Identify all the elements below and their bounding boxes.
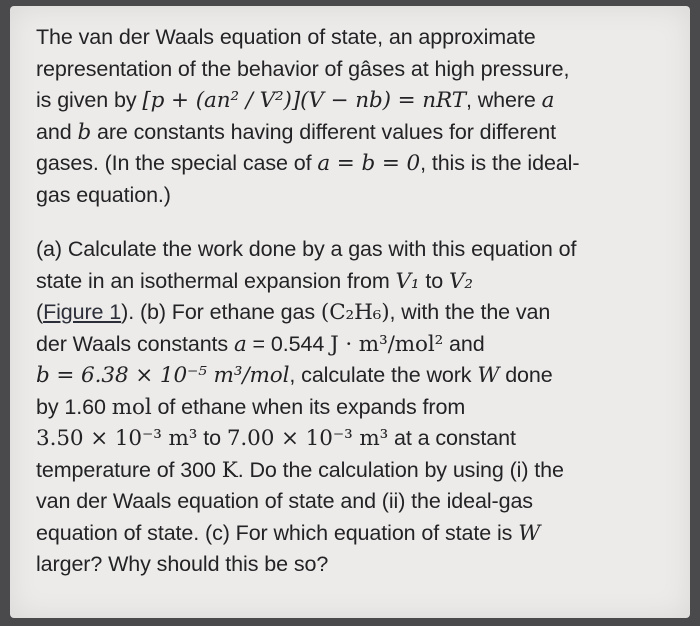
ethane-formula: (C₂H₆) <box>320 300 390 325</box>
question-line-11: larger? Why should this be so? <box>36 552 329 576</box>
question-line-5: b = 6.38 × 10⁻⁵ m³/mol, calculate the work W done <box>36 363 553 388</box>
question-line-7: 3.50 × 10⁻³ m³ to 7.00 × 10⁻³ m³ at a constant <box>36 426 516 451</box>
question-line-3: (Figure 1). (b) For ethane gas (C₂H₆), with the the van <box>36 300 551 325</box>
figure-1-link[interactable]: Figure 1 <box>43 300 122 324</box>
question-line-4: der Waals constants a = 0.544 J · m³/mol² and <box>36 331 485 357</box>
initial-volume: 3.50 × 10⁻³ m³ <box>36 426 198 451</box>
question-line-2: state in an isothermal expansion from V₁ to V₂ <box>36 268 473 294</box>
final-volume: 7.00 × 10⁻³ m³ <box>226 426 389 451</box>
intro-line-3: is given by [p + (an² / V²)](V − nb) = nRT, where a <box>36 88 555 113</box>
question-line-10: equation of state. (c) For which equation of state is W <box>36 520 541 546</box>
intro-line-2: representation of the behavior of gâses at high pressure, <box>36 56 570 81</box>
b-constant-value: b = 6.38 × 10⁻⁵ m³/mol <box>36 363 290 388</box>
question-line-6: by 1.60 mol of ethane when its expands from <box>36 394 466 420</box>
problem-page <box>10 6 690 618</box>
question-line-8: temperature of 300 K. Do the calculation by using (i) the <box>36 457 564 483</box>
van-der-waals-equation: [p + (an² / V²)](V − nb) = nRT <box>142 88 466 113</box>
intro-line-1: The van der Waals equation of state, an approximate <box>36 25 536 49</box>
intro-paragraph <box>36 22 666 211</box>
question-line-9: van der Waals equation of state and (ii) the ideal-gas <box>36 489 533 513</box>
question-line-1: (a) Calculate the work done by a gas with this equation of <box>36 237 577 261</box>
special-case-equation: a = b = 0 <box>317 151 421 176</box>
intro-line-4: and b are constants having different values for different <box>36 119 557 145</box>
question-paragraph <box>36 234 666 581</box>
intro-line-5: gases. (In the special case of a = b = 0, this is the ideal- <box>36 151 580 176</box>
intro-line-6: gas equation.) <box>36 182 171 207</box>
